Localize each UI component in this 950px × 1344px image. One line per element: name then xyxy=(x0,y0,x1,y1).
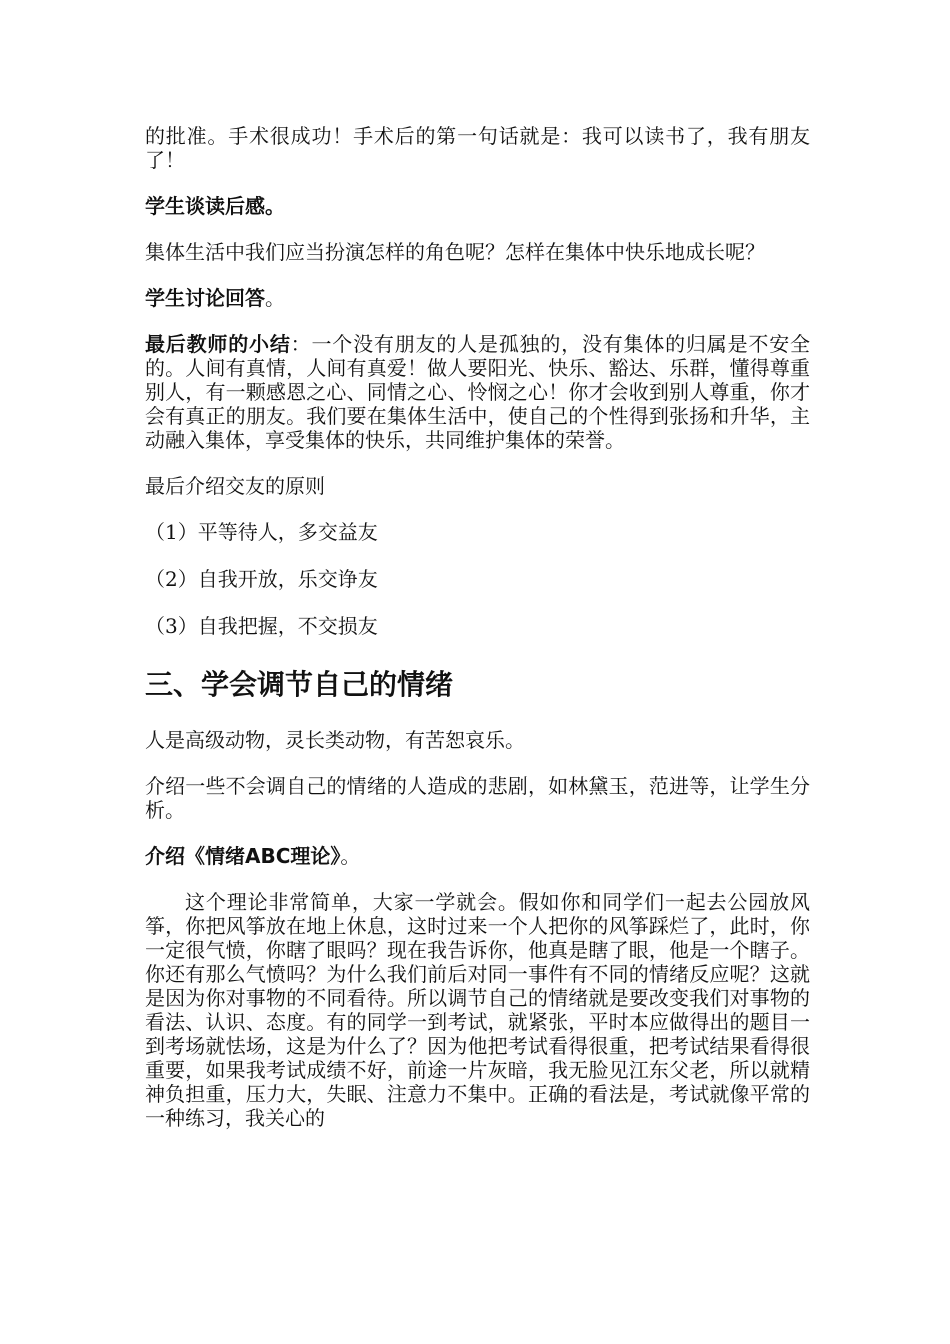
discussion-tail: 。 xyxy=(265,286,285,310)
abc-theory-label: 介绍《情绪ABC理论》 xyxy=(145,844,341,868)
teacher-summary-label: 最后教师的小结 xyxy=(145,332,291,356)
paragraph-student-reflection: 学生谈读后感。 xyxy=(145,194,285,218)
principles-list xyxy=(145,520,810,638)
paragraph-discussion xyxy=(145,286,810,310)
paragraph-emotions: 人是高级动物，灵长类动物，有苦恕哀乐。 xyxy=(145,728,525,752)
abc-theory-tail: 。 xyxy=(340,844,361,868)
list-item: （2）自我开放，乐交诤友 xyxy=(145,567,378,591)
paragraph-question: 集体生活中我们应当扮演怎样的角色呢？怎样在集体中快乐地成长呢？ xyxy=(145,240,765,264)
paragraph-tragedies: 介绍一些不会调自己的情绪的人造成的悲剧，如林黛玉，范进等，让学生分析。 xyxy=(145,774,810,822)
subheading-abc-theory xyxy=(145,844,810,868)
paragraph-teacher-summary xyxy=(145,332,810,452)
teacher-summary-text: ：一个没有朋友的人是孤独的，没有集体的归属是不安全的。人间有真情，人间有真爱！做人要阳光、快乐、豁达、乐群，懂得尊重别人，有一颗感恩之心、同情之心、怜悯之心！你才会收到别人尊重，你才会有真正的朋友。我们要在集体生活中，使自己的个性得到张扬和升华，主动融入集体，享受集体的快乐，共同维护集体的荣誉。 xyxy=(145,332,811,452)
section-heading: 三、学会调节自己的情绪 xyxy=(145,668,454,701)
paragraph-surgery: 的批准。手术很成功！手术后的第一句话就是：我可以读书了，我有朋友了！ xyxy=(145,124,810,172)
document-page xyxy=(145,124,810,1152)
paragraph-principles-intro: 最后介绍交友的原则 xyxy=(145,474,325,498)
list-item: （3）自我把握，不交损友 xyxy=(145,614,378,638)
list-item: （1）平等待人，多交益友 xyxy=(145,520,378,544)
discussion-bold: 学生讨论回答 xyxy=(145,286,265,310)
paragraph-abc-body: 这个理论非常简单，大家一学就会。假如你和同学们一起去公园放风筝，你把风筝放在地上休息，这时过来一个人把你的风筝踩烂了，此时，你一定很气愤，你瞎了眼吗？现在我告诉你，他真是瞎了眼，他是一个瞎子。你还有那么气愤吗？为什么我们前后对同一事件有不同的情绪反应呢？这就是因为你对事物的不同看待。所以调节自己的情绪就是要改变我们对事物的看法、认识、态度。有的同学一到考试，就紧张，平时本应做得出的题目一到考场就怯场，这是为什么了？因为他把考试看得很重，把考试结果看得很重要，如果我考试成绩不好，前途一片灰暗，我无脸见江东父老，所以就精神负担重，压力大，失眠、注意力不集中。正确的看法是，考试就像平常的一种练习，我关心的 xyxy=(145,890,810,1130)
